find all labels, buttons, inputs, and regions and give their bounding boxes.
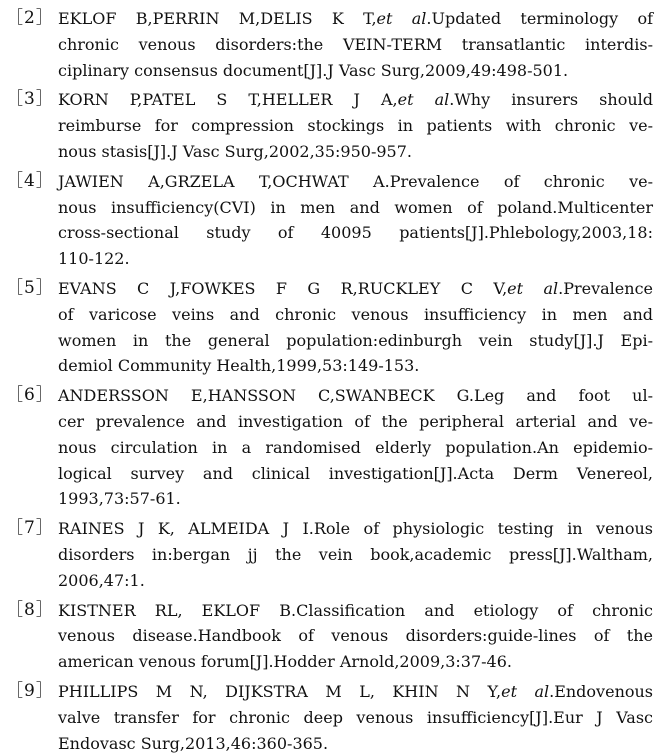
reference-item	[6, 6, 653, 83]
author-list: KORN P,PATEL S T,HELLER J A,	[58, 90, 398, 110]
reference-line: 110-122.	[58, 249, 130, 269]
reference-number: ［4］	[6, 170, 54, 191]
reference-line: nous insufficiency(CVI) in men and women of poland.Multicenter	[58, 197, 653, 217]
reference-line: demiol Community Health,1999,53:149-153.	[58, 356, 420, 376]
reference-line: chronic venous disorders:the VEIN-TERM transatlantic interdis-	[58, 34, 653, 54]
reference-line: nous circulation in a randomised elderly population.An epidemio-	[58, 437, 653, 457]
reference-line	[58, 276, 653, 302]
reference-item	[6, 276, 653, 379]
title-text: .Why insurers should	[449, 90, 653, 110]
reference-line	[58, 679, 653, 705]
reference-line: reimburse for compression stockings in patients with chronic ve-	[58, 116, 653, 136]
reference-number: ［5］	[6, 277, 54, 298]
reference-line: disorders in:bergan jj the vein book,academic press[J].Waltham,	[58, 544, 653, 564]
reference-line	[58, 87, 653, 113]
title-text: .Endovenous	[549, 681, 654, 701]
reference-item	[6, 383, 653, 512]
reference-item	[6, 679, 653, 756]
title-text: .Prevalence	[558, 278, 653, 298]
reference-line: ciplinary consensus document[J].J Vasc Surg,2009,49:498-501.	[58, 60, 569, 80]
reference-number: ［7］	[6, 518, 54, 539]
reference-text	[58, 6, 653, 83]
author-list: EKLOF B,PERRIN M,DELIS K T,	[58, 9, 377, 28]
reference-item	[6, 598, 653, 675]
reference-number: ［8］	[6, 599, 54, 620]
reference-text	[58, 383, 653, 512]
author-list: EVANS C J,FOWKES F G R,RUCKLEY C V,	[58, 278, 508, 298]
reference-line: 1993,73:57-61.	[58, 489, 181, 509]
reference-item	[6, 516, 653, 593]
reference-line: venous disease.Handbook of venous disorders:guide-lines of the	[58, 626, 653, 646]
et-al: et al	[397, 90, 450, 110]
reference-text	[58, 598, 653, 675]
et-al: et al	[376, 9, 427, 28]
reference-line: RAINES J K, ALMEIDA J I.Role of physiologic testing in venous	[58, 519, 653, 539]
reference-number: ［9］	[6, 680, 54, 701]
reference-number: ［6］	[6, 385, 54, 406]
reference-item	[6, 169, 653, 272]
reference-line: nous stasis[J].J Vasc Surg,2002,35:950-957.	[58, 141, 412, 161]
reference-line: JAWIEN A,GRZELA T,OCHWAT A.Prevalence of chronic ve-	[58, 171, 653, 191]
reference-number: ［2］	[6, 8, 54, 28]
author-list: PHILLIPS M N, DIJKSTRA M L, KHIN N Y,	[58, 681, 502, 701]
reference-line: women in the general population:edinburgh vein study[J].J Epi-	[58, 330, 653, 350]
reference-text	[58, 169, 653, 272]
reference-line	[58, 6, 653, 32]
reference-line: cross-sectional study of 40095 patients[J].Phlebology,2003,18:	[58, 223, 653, 243]
et-al: et al	[507, 278, 559, 298]
reference-line: logical survey and clinical investigation[J].Acta Derm Venereol,	[58, 463, 653, 483]
reference-line: KISTNER RL, EKLOF B.Classification and etiology of chronic	[58, 600, 653, 620]
et-al: et al	[501, 681, 550, 701]
reference-line: Endovasc Surg,2013,46:360-365.	[58, 733, 329, 753]
reference-text	[58, 516, 653, 593]
title-text: .Updated terminology of	[426, 9, 654, 28]
reference-text	[58, 276, 653, 379]
reference-line: of varicose veins and chronic venous insufficiency in men and	[58, 304, 653, 324]
reference-line: valve transfer for chronic deep venous insufficiency[J].Eur J Vasc	[58, 707, 653, 727]
reference-line: cer prevalence and investigation of the peripheral arterial and ve-	[58, 411, 653, 431]
reference-text	[58, 87, 653, 164]
reference-number: ［3］	[6, 89, 54, 110]
reference-line: american venous forum[J].Hodder Arnold,2009,3:37-46.	[58, 652, 512, 672]
reference-item	[6, 87, 653, 164]
reference-text	[58, 679, 653, 756]
reference-line: ANDERSSON E,HANSSON C,SWANBECK G.Leg and foot ul-	[58, 386, 653, 406]
reference-line: 2006,47:1.	[58, 570, 145, 590]
